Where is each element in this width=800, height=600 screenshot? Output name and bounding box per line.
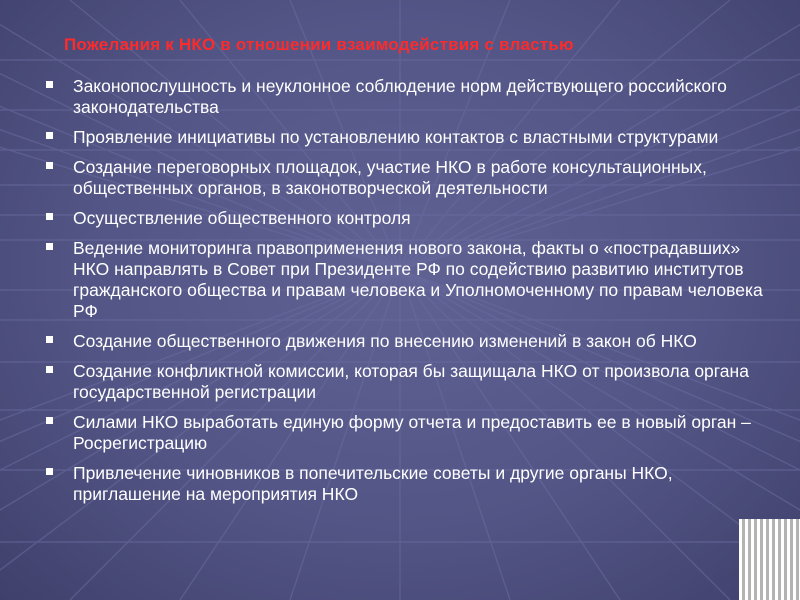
bullet-text: Создание конфликтной комиссии, которая бы защищала НКО от произвола органа государственной регистрации — [73, 361, 749, 402]
bullet-item — [0, 127, 800, 148]
bullet-item — [0, 238, 800, 322]
bullet-marker-icon — [46, 243, 53, 250]
bullet-marker-icon — [46, 162, 53, 169]
bullet-marker-icon — [46, 366, 53, 373]
bullet-text: Привлечение чиновников в попечительские советы и другие органы НКО, приглашение на мероприятия НКО — [73, 463, 673, 504]
bullet-text: Создание переговорных площадок, участие НКО в работе консультационных, общественных органов, в законотворческой деятельности — [73, 157, 707, 198]
bullet-text: Осуществление общественного контроля — [73, 208, 411, 228]
bullet-marker-icon — [46, 336, 53, 343]
bullet-item — [0, 361, 800, 403]
bullet-marker-icon — [46, 468, 53, 475]
bullet-marker-icon — [46, 213, 53, 220]
bullet-item — [0, 331, 800, 352]
bullet-marker-icon — [46, 132, 53, 139]
bullet-list — [0, 76, 800, 514]
bullet-text: Ведение мониторинга правоприменения нового закона, факты о «пострадавших» НКО направлять в Совет при Президенте РФ по содействию развитию институтов гражданского общества и правам человека и Уполномоченному по правам человека РФ — [73, 238, 763, 321]
bullet-marker-icon — [46, 417, 53, 424]
bullet-item — [0, 412, 800, 454]
bullet-marker-icon — [46, 81, 53, 88]
bullet-item — [0, 463, 800, 505]
corner-pattern — [739, 519, 800, 600]
bullet-text: Проявление инициативы по установлению контактов с властными структурами — [73, 127, 719, 147]
bullet-item — [0, 157, 800, 199]
bullet-text: Законопослушность и неуклонное соблюдение норм действующего российского законодательства — [73, 76, 727, 117]
slide-title: Пожелания к НКО в отношении взаимодействия с властью — [64, 35, 574, 54]
bullet-item — [0, 208, 800, 229]
bullet-text: Силами НКО выработать единую форму отчета и предоставить ее в новый орган – Росрегистрацию — [73, 412, 751, 453]
bullet-text: Создание общественного движения по внесению изменений в закон об НКО — [73, 331, 697, 351]
bullet-item — [0, 76, 800, 118]
